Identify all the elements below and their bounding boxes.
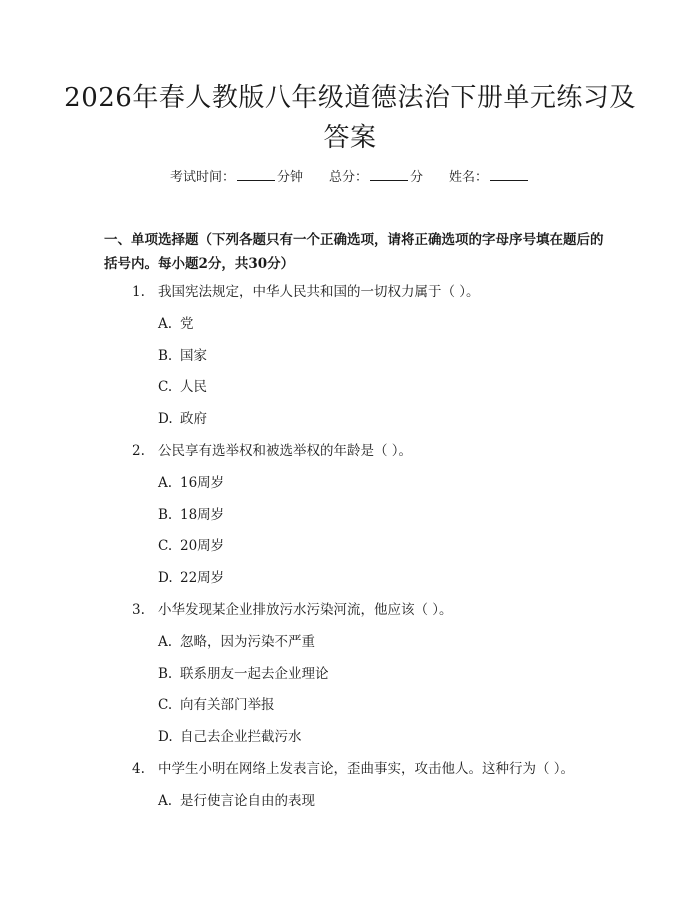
question-3-option-c[interactable]: [158, 695, 275, 715]
question-3: [132, 600, 453, 620]
question-number: 3.: [132, 602, 145, 618]
question-text: 公民享有选举权和被选举权的年龄是（ ）。: [158, 443, 413, 459]
option-text: 向有关部门举报: [180, 697, 275, 713]
option-text: 16周岁: [180, 475, 225, 491]
question-number: 2.: [132, 443, 145, 459]
question-number: 1.: [132, 284, 145, 300]
question-4: [132, 759, 574, 779]
document-title: 2026年春人教版八年级道德法治下册单元练习及答案: [64, 83, 636, 153]
option-letter: A.: [158, 316, 173, 332]
option-text: 政府: [180, 411, 207, 427]
option-letter: B.: [158, 507, 173, 523]
question-1: [132, 282, 480, 302]
option-text: 18周岁: [180, 507, 225, 523]
question-3-option-d[interactable]: [158, 727, 302, 747]
option-text: 人民: [180, 379, 207, 395]
exam-time-blank[interactable]: [237, 166, 275, 181]
option-letter: C.: [158, 697, 173, 713]
question-1-option-a[interactable]: [158, 314, 194, 334]
option-letter: A.: [158, 634, 173, 650]
question-4-option-a[interactable]: [158, 791, 315, 811]
question-2-option-b[interactable]: [158, 505, 224, 525]
exam-meta-line: [0, 166, 700, 189]
option-letter: B.: [158, 348, 173, 364]
option-letter: A.: [158, 475, 173, 491]
total-score-label: 总分：: [328, 170, 368, 185]
option-text: 22周岁: [180, 570, 225, 586]
option-letter: A.: [158, 793, 173, 809]
option-text: 党: [180, 316, 194, 332]
option-letter: C.: [158, 379, 173, 395]
option-letter: D.: [158, 729, 173, 745]
question-1-option-b[interactable]: [158, 346, 207, 366]
section-heading: 一、单项选择题（下列各题只有一个正确选项，请将正确选项的字母序号填在题后的括号内。每小题2分，共30分）: [104, 232, 604, 272]
exam-time-label: 考试时间：: [169, 170, 235, 185]
option-text: 自己去企业拦截污水: [180, 729, 302, 745]
question-number: 4.: [132, 761, 145, 777]
question-1-option-c[interactable]: [158, 377, 207, 397]
total-score-unit: 分: [410, 170, 424, 185]
question-2-option-a[interactable]: [158, 473, 224, 493]
option-letter: D.: [158, 411, 173, 427]
question-3-option-b[interactable]: [158, 664, 329, 684]
question-2-option-c[interactable]: [158, 536, 224, 556]
question-2-option-d[interactable]: [158, 568, 224, 588]
exam-time-unit: 分钟: [276, 170, 303, 185]
question-text: 小华发现某企业排放污水污染河流，他应该（ ）。: [158, 602, 453, 618]
total-score-blank[interactable]: [370, 166, 408, 181]
option-letter: C.: [158, 538, 173, 554]
question-text: 我国宪法规定，中华人民共和国的一切权力属于（ ）。: [158, 284, 480, 300]
option-text: 忽略，因为污染不严重: [180, 634, 315, 650]
option-text: 国家: [180, 348, 207, 364]
question-2: [132, 441, 412, 461]
option-text: 20周岁: [180, 538, 225, 554]
student-name-blank[interactable]: [490, 166, 528, 181]
question-text: 中学生小明在网络上发表言论，歪曲事实，攻击他人。这种行为（ ）。: [158, 761, 575, 777]
option-text: 联系朋友一起去企业理论: [180, 666, 329, 682]
question-1-option-d[interactable]: [158, 409, 207, 429]
option-text: 是行使言论自由的表现: [180, 793, 315, 809]
student-name-label: 姓名：: [449, 170, 489, 185]
option-letter: D.: [158, 570, 173, 586]
question-3-option-a[interactable]: [158, 632, 315, 652]
option-letter: B.: [158, 666, 173, 682]
